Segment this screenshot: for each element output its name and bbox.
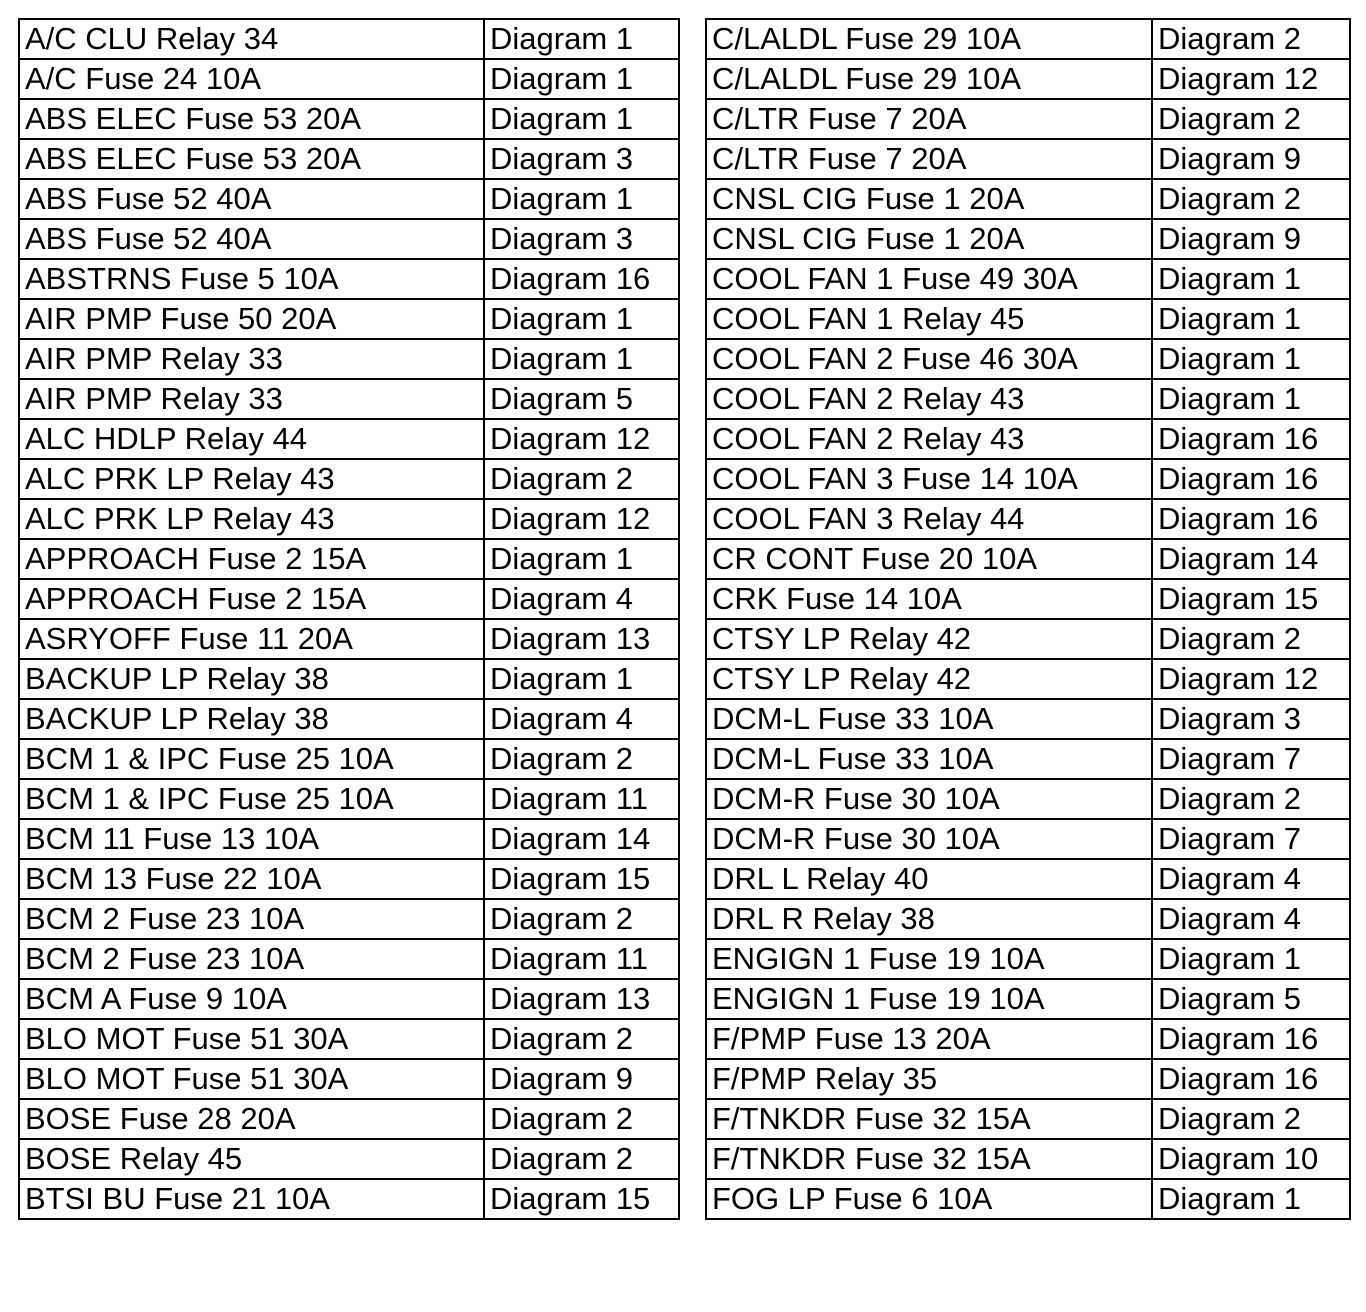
right-diagram-cell: Diagram 1 [1152, 1179, 1350, 1219]
left-component-cell: AIR PMP Fuse 50 20A [19, 299, 484, 339]
right-component-cell: DRL L Relay 40 [706, 859, 1152, 899]
table-row [19, 99, 1350, 139]
table-row [19, 779, 1350, 819]
right-component-cell: CNSL CIG Fuse 1 20A [706, 179, 1152, 219]
column-gap [679, 99, 706, 139]
table-row [19, 259, 1350, 299]
right-component-cell: CTSY LP Relay 42 [706, 619, 1152, 659]
column-gap [679, 819, 706, 859]
right-component-cell: CR CONT Fuse 20 10A [706, 539, 1152, 579]
left-diagram-cell: Diagram 2 [484, 739, 679, 779]
right-diagram-cell: Diagram 12 [1152, 659, 1350, 699]
left-diagram-cell: Diagram 3 [484, 139, 679, 179]
left-diagram-cell: Diagram 12 [484, 419, 679, 459]
table-row [19, 1139, 1350, 1179]
right-diagram-cell: Diagram 16 [1152, 1019, 1350, 1059]
table-row [19, 59, 1350, 99]
left-component-cell: ABS Fuse 52 40A [19, 179, 484, 219]
column-gap [679, 939, 706, 979]
right-diagram-cell: Diagram 16 [1152, 419, 1350, 459]
right-diagram-cell: Diagram 9 [1152, 139, 1350, 179]
right-component-cell: F/PMP Fuse 13 20A [706, 1019, 1152, 1059]
left-diagram-cell: Diagram 5 [484, 379, 679, 419]
column-gap [679, 659, 706, 699]
left-component-cell: BACKUP LP Relay 38 [19, 699, 484, 739]
left-diagram-cell: Diagram 1 [484, 99, 679, 139]
left-diagram-cell: Diagram 11 [484, 779, 679, 819]
table-row [19, 899, 1350, 939]
left-diagram-cell: Diagram 2 [484, 1019, 679, 1059]
right-component-cell: DRL R Relay 38 [706, 899, 1152, 939]
left-component-cell: ALC PRK LP Relay 43 [19, 459, 484, 499]
column-gap [679, 179, 706, 219]
left-diagram-cell: Diagram 2 [484, 1099, 679, 1139]
column-gap [679, 979, 706, 1019]
left-component-cell: ABSTRNS Fuse 5 10A [19, 259, 484, 299]
left-component-cell: BCM 1 & IPC Fuse 25 10A [19, 779, 484, 819]
left-diagram-cell: Diagram 15 [484, 859, 679, 899]
table-row [19, 219, 1350, 259]
right-component-cell: COOL FAN 2 Fuse 46 30A [706, 339, 1152, 379]
left-component-cell: AIR PMP Relay 33 [19, 379, 484, 419]
column-gap [679, 1059, 706, 1099]
left-diagram-cell: Diagram 1 [484, 659, 679, 699]
column-gap [679, 1099, 706, 1139]
right-component-cell: COOL FAN 2 Relay 43 [706, 419, 1152, 459]
right-component-cell: COOL FAN 3 Relay 44 [706, 499, 1152, 539]
right-component-cell: DCM-L Fuse 33 10A [706, 699, 1152, 739]
right-component-cell: F/PMP Relay 35 [706, 1059, 1152, 1099]
table-row [19, 19, 1350, 59]
column-gap [679, 1019, 706, 1059]
left-component-cell: ALC PRK LP Relay 43 [19, 499, 484, 539]
left-diagram-cell: Diagram 9 [484, 1059, 679, 1099]
left-diagram-cell: Diagram 1 [484, 539, 679, 579]
left-diagram-cell: Diagram 1 [484, 179, 679, 219]
left-diagram-cell: Diagram 4 [484, 579, 679, 619]
right-component-cell: COOL FAN 3 Fuse 14 10A [706, 459, 1152, 499]
table-row [19, 579, 1350, 619]
right-diagram-cell: Diagram 16 [1152, 1059, 1350, 1099]
table-row [19, 459, 1350, 499]
table-row [19, 419, 1350, 459]
left-diagram-cell: Diagram 2 [484, 459, 679, 499]
table-row [19, 1179, 1350, 1219]
column-gap [679, 539, 706, 579]
right-diagram-cell: Diagram 1 [1152, 299, 1350, 339]
left-component-cell: ABS ELEC Fuse 53 20A [19, 139, 484, 179]
left-component-cell: BCM 1 & IPC Fuse 25 10A [19, 739, 484, 779]
right-diagram-cell: Diagram 14 [1152, 539, 1350, 579]
table-row [19, 539, 1350, 579]
left-diagram-cell: Diagram 1 [484, 59, 679, 99]
right-diagram-cell: Diagram 15 [1152, 579, 1350, 619]
right-component-cell: C/LALDL Fuse 29 10A [706, 59, 1152, 99]
right-diagram-cell: Diagram 7 [1152, 739, 1350, 779]
right-diagram-cell: Diagram 4 [1152, 899, 1350, 939]
left-component-cell: BCM 2 Fuse 23 10A [19, 939, 484, 979]
column-gap [679, 339, 706, 379]
right-diagram-cell: Diagram 16 [1152, 499, 1350, 539]
right-diagram-cell: Diagram 10 [1152, 1139, 1350, 1179]
column-gap [679, 619, 706, 659]
right-diagram-cell: Diagram 9 [1152, 219, 1350, 259]
table-row [19, 939, 1350, 979]
table-row [19, 1099, 1350, 1139]
right-component-cell: F/TNKDR Fuse 32 15A [706, 1139, 1152, 1179]
right-component-cell: DCM-R Fuse 30 10A [706, 819, 1152, 859]
right-diagram-cell: Diagram 12 [1152, 59, 1350, 99]
right-diagram-cell: Diagram 16 [1152, 459, 1350, 499]
right-diagram-cell: Diagram 2 [1152, 179, 1350, 219]
column-gap [679, 1179, 706, 1219]
column-gap [679, 419, 706, 459]
table-row [19, 499, 1350, 539]
right-diagram-cell: Diagram 3 [1152, 699, 1350, 739]
column-gap [679, 859, 706, 899]
left-component-cell: BOSE Fuse 28 20A [19, 1099, 484, 1139]
table-row [19, 1019, 1350, 1059]
column-gap [679, 779, 706, 819]
column-gap [679, 1139, 706, 1179]
left-component-cell: APPROACH Fuse 2 15A [19, 579, 484, 619]
column-gap [679, 59, 706, 99]
table-row [19, 299, 1350, 339]
right-component-cell: ENGIGN 1 Fuse 19 10A [706, 979, 1152, 1019]
left-diagram-cell: Diagram 1 [484, 299, 679, 339]
left-diagram-cell: Diagram 12 [484, 499, 679, 539]
column-gap [679, 379, 706, 419]
right-component-cell: C/LTR Fuse 7 20A [706, 139, 1152, 179]
fuse-relay-index-table [18, 18, 1351, 1220]
table-row [19, 819, 1350, 859]
right-component-cell: F/TNKDR Fuse 32 15A [706, 1099, 1152, 1139]
right-component-cell: DCM-R Fuse 30 10A [706, 779, 1152, 819]
left-diagram-cell: Diagram 1 [484, 339, 679, 379]
right-component-cell: COOL FAN 1 Relay 45 [706, 299, 1152, 339]
right-component-cell: C/LTR Fuse 7 20A [706, 99, 1152, 139]
table-row [19, 659, 1350, 699]
left-component-cell: BCM 13 Fuse 22 10A [19, 859, 484, 899]
left-diagram-cell: Diagram 3 [484, 219, 679, 259]
left-component-cell: BACKUP LP Relay 38 [19, 659, 484, 699]
table-row [19, 379, 1350, 419]
column-gap [679, 699, 706, 739]
table-row [19, 739, 1350, 779]
column-gap [679, 899, 706, 939]
left-diagram-cell: Diagram 11 [484, 939, 679, 979]
left-diagram-cell: Diagram 16 [484, 259, 679, 299]
fuse-relay-index-sheet [18, 18, 1351, 1220]
left-component-cell: ABS Fuse 52 40A [19, 219, 484, 259]
left-component-cell: AIR PMP Relay 33 [19, 339, 484, 379]
column-gap [679, 19, 706, 59]
column-gap [679, 579, 706, 619]
left-component-cell: BTSI BU Fuse 21 10A [19, 1179, 484, 1219]
left-component-cell: BLO MOT Fuse 51 30A [19, 1059, 484, 1099]
table-row [19, 619, 1350, 659]
left-diagram-cell: Diagram 2 [484, 1139, 679, 1179]
left-component-cell: ALC HDLP Relay 44 [19, 419, 484, 459]
right-component-cell: COOL FAN 2 Relay 43 [706, 379, 1152, 419]
table-row [19, 179, 1350, 219]
table-row [19, 699, 1350, 739]
column-gap [679, 139, 706, 179]
table-body [19, 19, 1350, 1219]
right-component-cell: DCM-L Fuse 33 10A [706, 739, 1152, 779]
right-component-cell: ENGIGN 1 Fuse 19 10A [706, 939, 1152, 979]
left-component-cell: A/C CLU Relay 34 [19, 19, 484, 59]
right-diagram-cell: Diagram 1 [1152, 259, 1350, 299]
left-component-cell: BCM 11 Fuse 13 10A [19, 819, 484, 859]
right-component-cell: CNSL CIG Fuse 1 20A [706, 219, 1152, 259]
left-diagram-cell: Diagram 4 [484, 699, 679, 739]
right-diagram-cell: Diagram 2 [1152, 779, 1350, 819]
column-gap [679, 259, 706, 299]
table-row [19, 339, 1350, 379]
table-row [19, 859, 1350, 899]
left-diagram-cell: Diagram 1 [484, 19, 679, 59]
right-diagram-cell: Diagram 2 [1152, 1099, 1350, 1139]
left-component-cell: BLO MOT Fuse 51 30A [19, 1019, 484, 1059]
left-diagram-cell: Diagram 2 [484, 899, 679, 939]
left-component-cell: BCM 2 Fuse 23 10A [19, 899, 484, 939]
left-diagram-cell: Diagram 14 [484, 819, 679, 859]
table-row [19, 1059, 1350, 1099]
right-diagram-cell: Diagram 1 [1152, 379, 1350, 419]
left-component-cell: A/C Fuse 24 10A [19, 59, 484, 99]
right-diagram-cell: Diagram 5 [1152, 979, 1350, 1019]
right-component-cell: FOG LP Fuse 6 10A [706, 1179, 1152, 1219]
right-component-cell: COOL FAN 1 Fuse 49 30A [706, 259, 1152, 299]
column-gap [679, 219, 706, 259]
right-diagram-cell: Diagram 1 [1152, 339, 1350, 379]
right-diagram-cell: Diagram 2 [1152, 619, 1350, 659]
left-diagram-cell: Diagram 15 [484, 1179, 679, 1219]
left-component-cell: ABS ELEC Fuse 53 20A [19, 99, 484, 139]
column-gap [679, 299, 706, 339]
left-component-cell: BCM A Fuse 9 10A [19, 979, 484, 1019]
left-component-cell: BOSE Relay 45 [19, 1139, 484, 1179]
column-gap [679, 459, 706, 499]
left-component-cell: ASRYOFF Fuse 11 20A [19, 619, 484, 659]
right-component-cell: CTSY LP Relay 42 [706, 659, 1152, 699]
column-gap [679, 739, 706, 779]
left-diagram-cell: Diagram 13 [484, 619, 679, 659]
right-diagram-cell: Diagram 2 [1152, 19, 1350, 59]
right-component-cell: C/LALDL Fuse 29 10A [706, 19, 1152, 59]
right-diagram-cell: Diagram 4 [1152, 859, 1350, 899]
right-diagram-cell: Diagram 2 [1152, 99, 1350, 139]
table-row [19, 979, 1350, 1019]
right-diagram-cell: Diagram 7 [1152, 819, 1350, 859]
column-gap [679, 499, 706, 539]
left-component-cell: APPROACH Fuse 2 15A [19, 539, 484, 579]
left-diagram-cell: Diagram 13 [484, 979, 679, 1019]
right-component-cell: CRK Fuse 14 10A [706, 579, 1152, 619]
table-row [19, 139, 1350, 179]
right-diagram-cell: Diagram 1 [1152, 939, 1350, 979]
